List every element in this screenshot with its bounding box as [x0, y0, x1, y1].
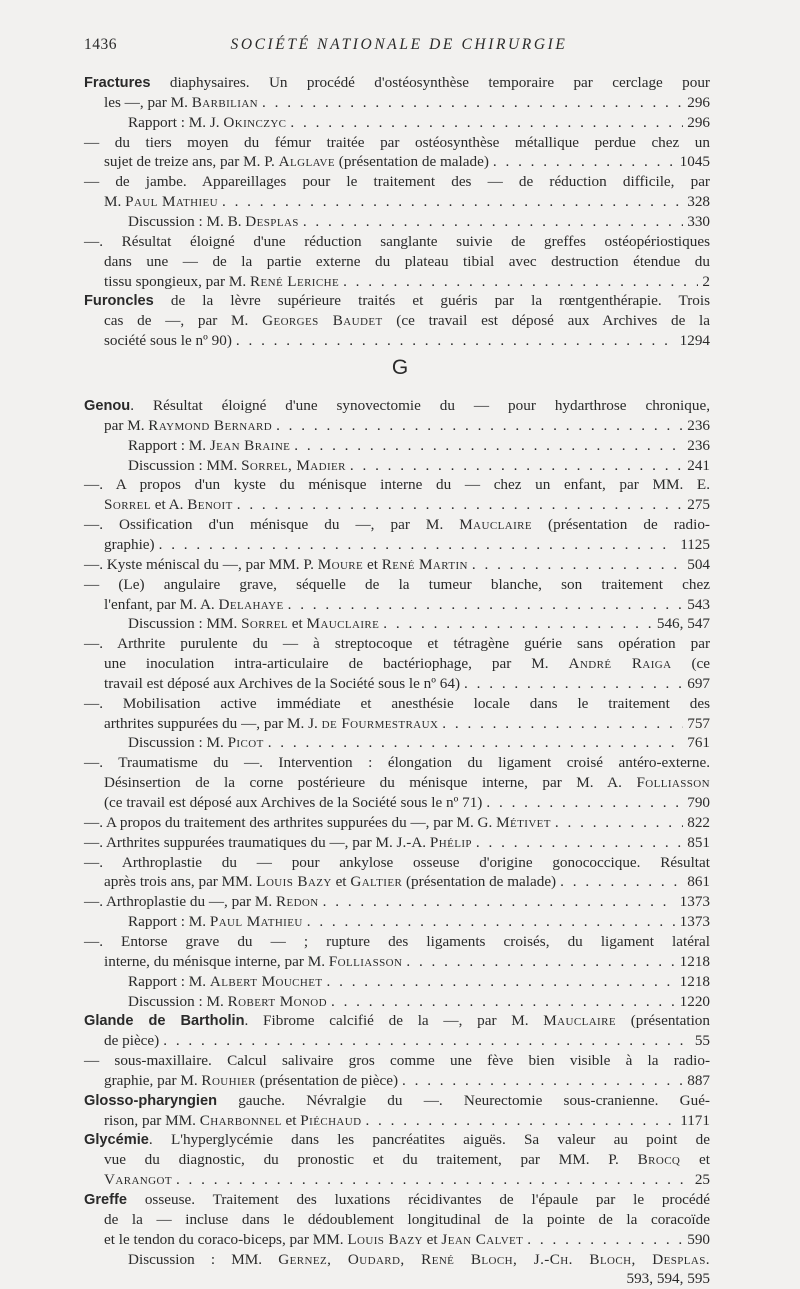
entry-text: arthrites suppurées du —, par M. J.	[104, 714, 322, 732]
page-reference: 757	[687, 714, 710, 732]
index-line	[84, 753, 710, 773]
index-line	[84, 1091, 710, 1111]
author-name: Raymond Bernard	[148, 416, 273, 434]
page-reference: 504	[687, 555, 710, 573]
entry-text: vue du diagnostic, du pronostic et du traitement, par MM. P.	[104, 1151, 638, 1169]
dot-leader	[560, 872, 683, 892]
index-line	[104, 252, 710, 272]
author-name: Sorrel	[104, 496, 151, 514]
entry-text: de la — incluse dans le dédoublement longitudinal de la pointe de la coracoïde	[104, 1210, 710, 1228]
index-line	[104, 192, 710, 212]
index-line	[104, 311, 710, 331]
index-line	[104, 654, 710, 674]
entry-text: Discussion : M.	[128, 734, 228, 752]
entry-keyword: Glosso-pharyngien	[84, 1092, 217, 1109]
page-reference: 275	[687, 496, 710, 514]
index-line	[104, 773, 710, 793]
author-name: Louis Bazy	[256, 873, 332, 891]
author-name: Charbonnel	[199, 1111, 282, 1129]
dot-leader	[365, 1111, 676, 1131]
dot-leader	[476, 833, 683, 853]
index-line	[104, 1111, 710, 1131]
index-line	[104, 1031, 710, 1051]
index-line	[104, 416, 710, 436]
index-line	[128, 113, 710, 133]
entry-title	[104, 872, 556, 892]
page-reference: 1125	[680, 535, 710, 553]
entry-title	[104, 952, 402, 972]
entry-text: et	[422, 1230, 442, 1248]
author-name: Mauclaire	[543, 1012, 616, 1030]
author-name: Delahaye	[218, 595, 284, 613]
author-name: Sorrel, Madier	[241, 456, 346, 474]
entry-title	[104, 331, 232, 351]
entry-keyword: Greffe	[84, 1192, 127, 1208]
dot-leader	[262, 93, 683, 113]
entry-text: et	[680, 1151, 710, 1169]
dot-leader	[464, 674, 683, 694]
page-reference: 236	[687, 436, 710, 454]
author-name: Paul Mathieu	[209, 913, 303, 931]
index-line	[104, 1150, 710, 1170]
dot-leader	[343, 272, 698, 292]
entry-text: cas de —, par M.	[104, 312, 263, 330]
entry-text: travail est déposé aux Archives de la Société sous le nº 64)	[104, 674, 461, 692]
index-line	[84, 1190, 710, 1210]
dot-leader	[472, 555, 683, 575]
author-name: Paul Mathieu	[125, 193, 218, 211]
entry-text: osseuse. Traitement des luxations récidivantes de l'épaule par le procédé	[126, 1191, 710, 1208]
index-line	[84, 853, 710, 873]
entry-text: Rapport : M. J.	[128, 113, 224, 131]
page-reference: 822	[687, 813, 710, 831]
page-number: 1436	[84, 36, 117, 53]
page-reference: 543	[687, 595, 710, 613]
index-line	[128, 733, 710, 753]
dot-leader	[331, 992, 676, 1012]
dot-leader	[276, 416, 683, 436]
page-reference: 1373	[679, 893, 710, 911]
entry-text: rison, par MM.	[104, 1111, 200, 1129]
dot-leader	[176, 1170, 691, 1190]
index-line	[128, 436, 710, 456]
entry-text: —. A propos d'un kyste du ménisque interne du — chez un enfant, par MM. E.	[84, 476, 710, 494]
entry-text: (présentation	[615, 1012, 710, 1030]
author-name: Varangot	[104, 1171, 172, 1189]
index-line	[104, 1170, 710, 1190]
index-line	[104, 952, 710, 972]
entry-text: l'enfant, par M. A.	[104, 595, 219, 613]
dot-leader	[288, 595, 684, 615]
dot-leader	[294, 436, 683, 456]
dot-leader	[486, 793, 683, 813]
entry-keyword: Glande de Bartholin	[84, 1013, 245, 1030]
entry-title	[128, 456, 346, 476]
entry-text: —. Traumatisme du —. Intervention : élongation du ligament croisé antéro-externe.	[84, 754, 710, 772]
page-reference: 887	[687, 1071, 710, 1089]
entry-text: interne, du ménisque interne, par M.	[104, 952, 329, 970]
index-line	[104, 793, 710, 813]
entry-title	[128, 212, 299, 232]
entry-text: — du tiers moyen du fémur traitée par ostéosynthèse métallique perdue chez un	[84, 133, 710, 151]
dot-leader	[442, 714, 683, 734]
author-name: René Leriche	[249, 272, 340, 290]
page-reference: 790	[687, 794, 710, 811]
author-name: Jean Braine	[209, 436, 291, 454]
page-reference: 1220	[679, 992, 710, 1010]
entry-text: —. Kyste méniscal du —, par MM. P.	[84, 555, 318, 573]
entry-text: Discussion : MM.	[128, 615, 242, 633]
entry-title	[104, 272, 339, 292]
entry-keyword: Genou	[84, 398, 131, 414]
index-line	[84, 694, 710, 714]
entry-text: et le tendon du coraco-biceps, par MM.	[104, 1230, 348, 1248]
index-line	[84, 1269, 710, 1289]
page-reference: 241	[687, 456, 710, 474]
dot-leader	[402, 1071, 683, 1091]
running-title: SOCIÉTÉ NATIONALE DE CHIRURGIE	[230, 36, 568, 53]
entry-keyword: Fractures	[84, 75, 151, 91]
dot-leader	[163, 1031, 691, 1051]
page-reference: 851	[687, 833, 710, 851]
entry-text: . L'hyperglycémie dans les pancréatites aiguës. Sa valeur au point de	[148, 1131, 710, 1149]
author-name: Alglave	[278, 153, 335, 171]
index-line	[128, 972, 710, 992]
entry-text: diaphysaires. Un procédé d'ostéosynthèse temporaire par cerclage pour	[150, 74, 710, 91]
entry-text: (ce travail est déposé aux Archives de la Société sous le nº 71)	[104, 794, 483, 811]
index-line	[84, 172, 710, 192]
author-name: Gernez, Oudard, René Bloch, J.-Ch. Bloch, Desplas.	[278, 1250, 710, 1268]
entry-title	[104, 93, 258, 113]
entry-keyword: Furoncles	[84, 293, 154, 310]
page-reference: 761	[687, 734, 710, 752]
entry-text: 593, 594, 595	[626, 1270, 710, 1288]
dot-leader	[327, 972, 676, 992]
author-name: Albert Mouchet	[209, 972, 323, 990]
entry-title	[128, 113, 286, 133]
dot-leader	[222, 192, 683, 212]
index-line	[84, 1051, 710, 1071]
index-line	[84, 892, 710, 912]
index-line	[84, 833, 710, 853]
page-reference: 2	[702, 272, 710, 290]
author-name: Picot	[227, 734, 264, 752]
page-reference: 1373	[679, 913, 710, 931]
entry-text: et A.	[150, 496, 188, 514]
index-line	[128, 212, 710, 232]
entry-text: et	[331, 873, 351, 891]
index-line	[128, 912, 710, 932]
index-line	[104, 1071, 710, 1091]
entry-text: Désinsertion de la corne postérieure du ménisque interne, par M. A.	[104, 774, 637, 792]
page-reference: 546, 547	[656, 615, 710, 633]
author-name: Galtier	[350, 873, 403, 891]
entry-text: les —, par M.	[104, 93, 192, 111]
entry-text: après trois ans, par MM.	[104, 873, 257, 891]
author-name: de Fourmestraux	[321, 714, 439, 732]
index-line	[84, 575, 710, 595]
author-name: Sorrel	[241, 615, 288, 633]
index-line	[84, 555, 710, 575]
entry-title	[84, 892, 319, 912]
entry-text: de pièce)	[104, 1032, 160, 1050]
author-name: Mauclaire	[306, 615, 380, 633]
entry-title	[104, 192, 218, 212]
entry-title	[104, 535, 155, 555]
entry-text: M.	[104, 193, 126, 211]
entry-title	[104, 793, 482, 813]
entry-text: —. Arthroplastie du — pour ankylose osseuse d'origine gonococcique. Résultat	[84, 853, 710, 871]
index-line	[104, 595, 710, 615]
entry-title	[128, 912, 303, 932]
dot-leader	[290, 113, 683, 133]
page-reference: 328	[687, 193, 710, 211]
dot-leader	[237, 495, 684, 515]
entry-title	[104, 495, 233, 515]
entry-text: graphie)	[104, 535, 155, 553]
entry-title	[104, 1031, 159, 1051]
index-line	[84, 515, 710, 535]
author-name: Folliasson	[636, 774, 710, 792]
index-line	[104, 93, 710, 113]
index-line	[104, 331, 710, 351]
author-name: Jean Calvet	[441, 1230, 524, 1248]
dot-leader	[307, 912, 676, 932]
entry-text: une inoculation intra-articulaire de bactériophage, par M.	[104, 655, 569, 673]
entry-text: Discussion : M.	[128, 992, 228, 1010]
page-reference: 296	[687, 93, 710, 111]
entry-text: —. Mobilisation active immédiate et anesthésie locale dans le traitement des	[84, 694, 710, 712]
author-name: Louis Bazy	[347, 1230, 423, 1248]
entry-title	[104, 1230, 523, 1250]
entry-text: Rapport : M.	[128, 913, 210, 931]
entry-title	[104, 595, 284, 615]
author-name: Rouhier	[201, 1071, 256, 1089]
author-name: Barbilian	[191, 93, 259, 111]
entry-text: . Résultat éloigné d'une synovectomie du — pour hydarthrose chronique,	[130, 397, 710, 414]
entry-text: (ce travail est déposé aux Archives de la	[382, 312, 711, 330]
index-line	[104, 152, 710, 172]
index-line	[128, 614, 710, 634]
author-name: Okinczyc	[223, 113, 287, 131]
page-reference: 236	[687, 416, 710, 434]
entry-text: Rapport : M.	[128, 436, 210, 454]
index-line	[104, 1230, 710, 1250]
entry-title	[104, 152, 489, 172]
entry-text: et	[363, 555, 382, 573]
entry-text: (ce	[671, 655, 710, 673]
dot-leader	[159, 535, 677, 555]
author-name: Redon	[275, 893, 319, 911]
section-letter: G	[391, 356, 409, 379]
index-line	[128, 456, 710, 476]
dot-leader	[555, 813, 683, 833]
page-reference: 296	[687, 113, 710, 131]
page-reference: 1171	[680, 1111, 710, 1129]
index-line	[104, 714, 710, 734]
entry-text: — de jambe. Appareillages pour le traitement des — de réduction difficile, par	[84, 173, 710, 191]
author-name: Robert Monod	[227, 992, 327, 1010]
author-name: Benoit	[187, 496, 233, 514]
entry-text: —. Entorse grave du — ; rupture des ligaments croisés, du ligament latéral	[84, 932, 710, 950]
author-name: Piéchaud	[300, 1111, 362, 1129]
entry-text: de la lèvre supérieure traités et guéris par la rœntgenthérapie. Trois	[153, 292, 710, 310]
entry-text: —. Arthroplastie du —, par M.	[84, 893, 276, 911]
index-line	[104, 872, 710, 892]
page-reference: 861	[687, 873, 710, 891]
entry-title	[84, 813, 551, 833]
entry-text: dans une — de la partie externe du plateau tibial avec destruction étendue du	[104, 252, 710, 270]
author-name: Brocq	[637, 1151, 681, 1169]
entry-title	[104, 714, 438, 734]
index-line	[84, 634, 710, 654]
entry-text: (présentation de radio-	[532, 516, 710, 534]
dot-leader	[527, 1230, 683, 1250]
author-name: Phélip	[429, 833, 472, 851]
page-reference: 1218	[679, 972, 710, 990]
entry-text: par M.	[104, 416, 149, 434]
entry-text: sujet de treize ans, par M. P.	[104, 153, 279, 171]
page-reference: 697	[687, 674, 710, 692]
entry-title	[128, 436, 290, 456]
dot-leader	[303, 212, 683, 232]
entry-title	[128, 972, 323, 992]
index-line	[84, 73, 710, 93]
entry-text: Rapport : M.	[128, 972, 210, 990]
entry-text: (présentation de malade)	[402, 873, 557, 891]
author-name: Georges Baudet	[262, 312, 383, 330]
dot-leader	[350, 456, 683, 476]
page-reference: 1294	[679, 332, 710, 350]
index-line	[104, 1210, 710, 1230]
entry-title	[104, 1071, 398, 1091]
author-name: Moure	[317, 555, 364, 573]
entry-title	[84, 833, 472, 853]
index-line	[84, 232, 710, 252]
page-reference: 55	[694, 1032, 710, 1050]
index-line	[84, 1011, 710, 1031]
index-line	[84, 133, 710, 153]
index-line	[104, 674, 710, 694]
index-line	[84, 396, 710, 416]
entry-title	[84, 555, 468, 575]
page-reference: 1045	[679, 153, 710, 171]
entry-title	[104, 416, 272, 436]
entry-text: —. Arthrite purulente du — à streptocoque et tétragène guérie sans opération par	[84, 635, 710, 653]
entry-text: tissu spongieux, par M.	[104, 272, 250, 290]
entry-text: (présentation de pièce)	[255, 1071, 399, 1089]
page-reference: 590	[687, 1230, 710, 1248]
entry-title	[104, 674, 460, 694]
dot-leader	[323, 892, 676, 912]
page-header	[84, 36, 714, 60]
author-name: Mauclaire	[459, 516, 532, 534]
page-reference: 25	[694, 1171, 710, 1189]
entry-text: —. A propos du traitement des arthrites suppurées du —, par M. G.	[84, 813, 497, 831]
entry-text: —. Ossification d'un ménisque du —, par M.	[84, 516, 460, 534]
entry-text: Discussion : MM.	[128, 456, 242, 474]
entry-text: . Fibrome calcifié de la —, par M.	[244, 1012, 544, 1030]
entry-text: et	[281, 1111, 301, 1129]
entry-keyword: Glycémie	[84, 1132, 149, 1149]
entry-text: —. Résultat éloigné d'une réduction sanglante suivie de greffes ostéopériostiques	[84, 232, 710, 250]
entry-text: gauche. Névralgie du —. Neurectomie sous-cranienne. Gué-	[216, 1091, 710, 1109]
dot-leader	[268, 733, 684, 753]
index-line	[104, 535, 710, 555]
entry-text: (présentation de malade)	[334, 153, 489, 171]
index-line	[84, 291, 710, 311]
dot-leader	[493, 152, 676, 172]
index-line	[84, 475, 710, 495]
entry-title	[128, 992, 327, 1012]
index-line	[104, 272, 710, 292]
entry-text: — (Le) angulaire grave, séquelle de la tumeur blanche, son traitement chez	[84, 575, 710, 593]
entry-text: société sous le nº 90)	[104, 332, 232, 350]
page-reference: 330	[687, 212, 710, 230]
index-line	[84, 813, 710, 833]
entry-title	[104, 1111, 361, 1131]
index-line	[84, 1130, 710, 1150]
entry-title	[104, 1170, 172, 1190]
author-name: Métivet	[496, 813, 551, 831]
index-line	[104, 495, 710, 515]
author-name: Folliasson	[328, 952, 403, 970]
entry-title	[128, 614, 379, 634]
entry-text: Discussion : MM.	[128, 1250, 279, 1268]
entry-text: —. Arthrites suppurées traumatiques du —, par M. J.-A.	[84, 833, 430, 851]
dot-leader	[383, 614, 653, 634]
entry-text: graphie, par M.	[104, 1071, 202, 1089]
index-line	[84, 932, 710, 952]
entry-title	[128, 733, 264, 753]
author-name: André Raiga	[568, 655, 672, 673]
dot-leader	[236, 331, 676, 351]
entry-text: — sous-maxillaire. Calcul salivaire gros comme une fève bien visible à la radio-	[84, 1052, 710, 1070]
entry-text: Discussion : M. B.	[128, 212, 246, 230]
dot-leader	[406, 952, 675, 972]
author-name: René Martin	[381, 555, 468, 573]
page-reference: 1218	[679, 952, 710, 970]
author-name: Desplas	[245, 212, 299, 230]
entry-text: et	[287, 615, 307, 633]
index-line	[128, 992, 710, 1012]
